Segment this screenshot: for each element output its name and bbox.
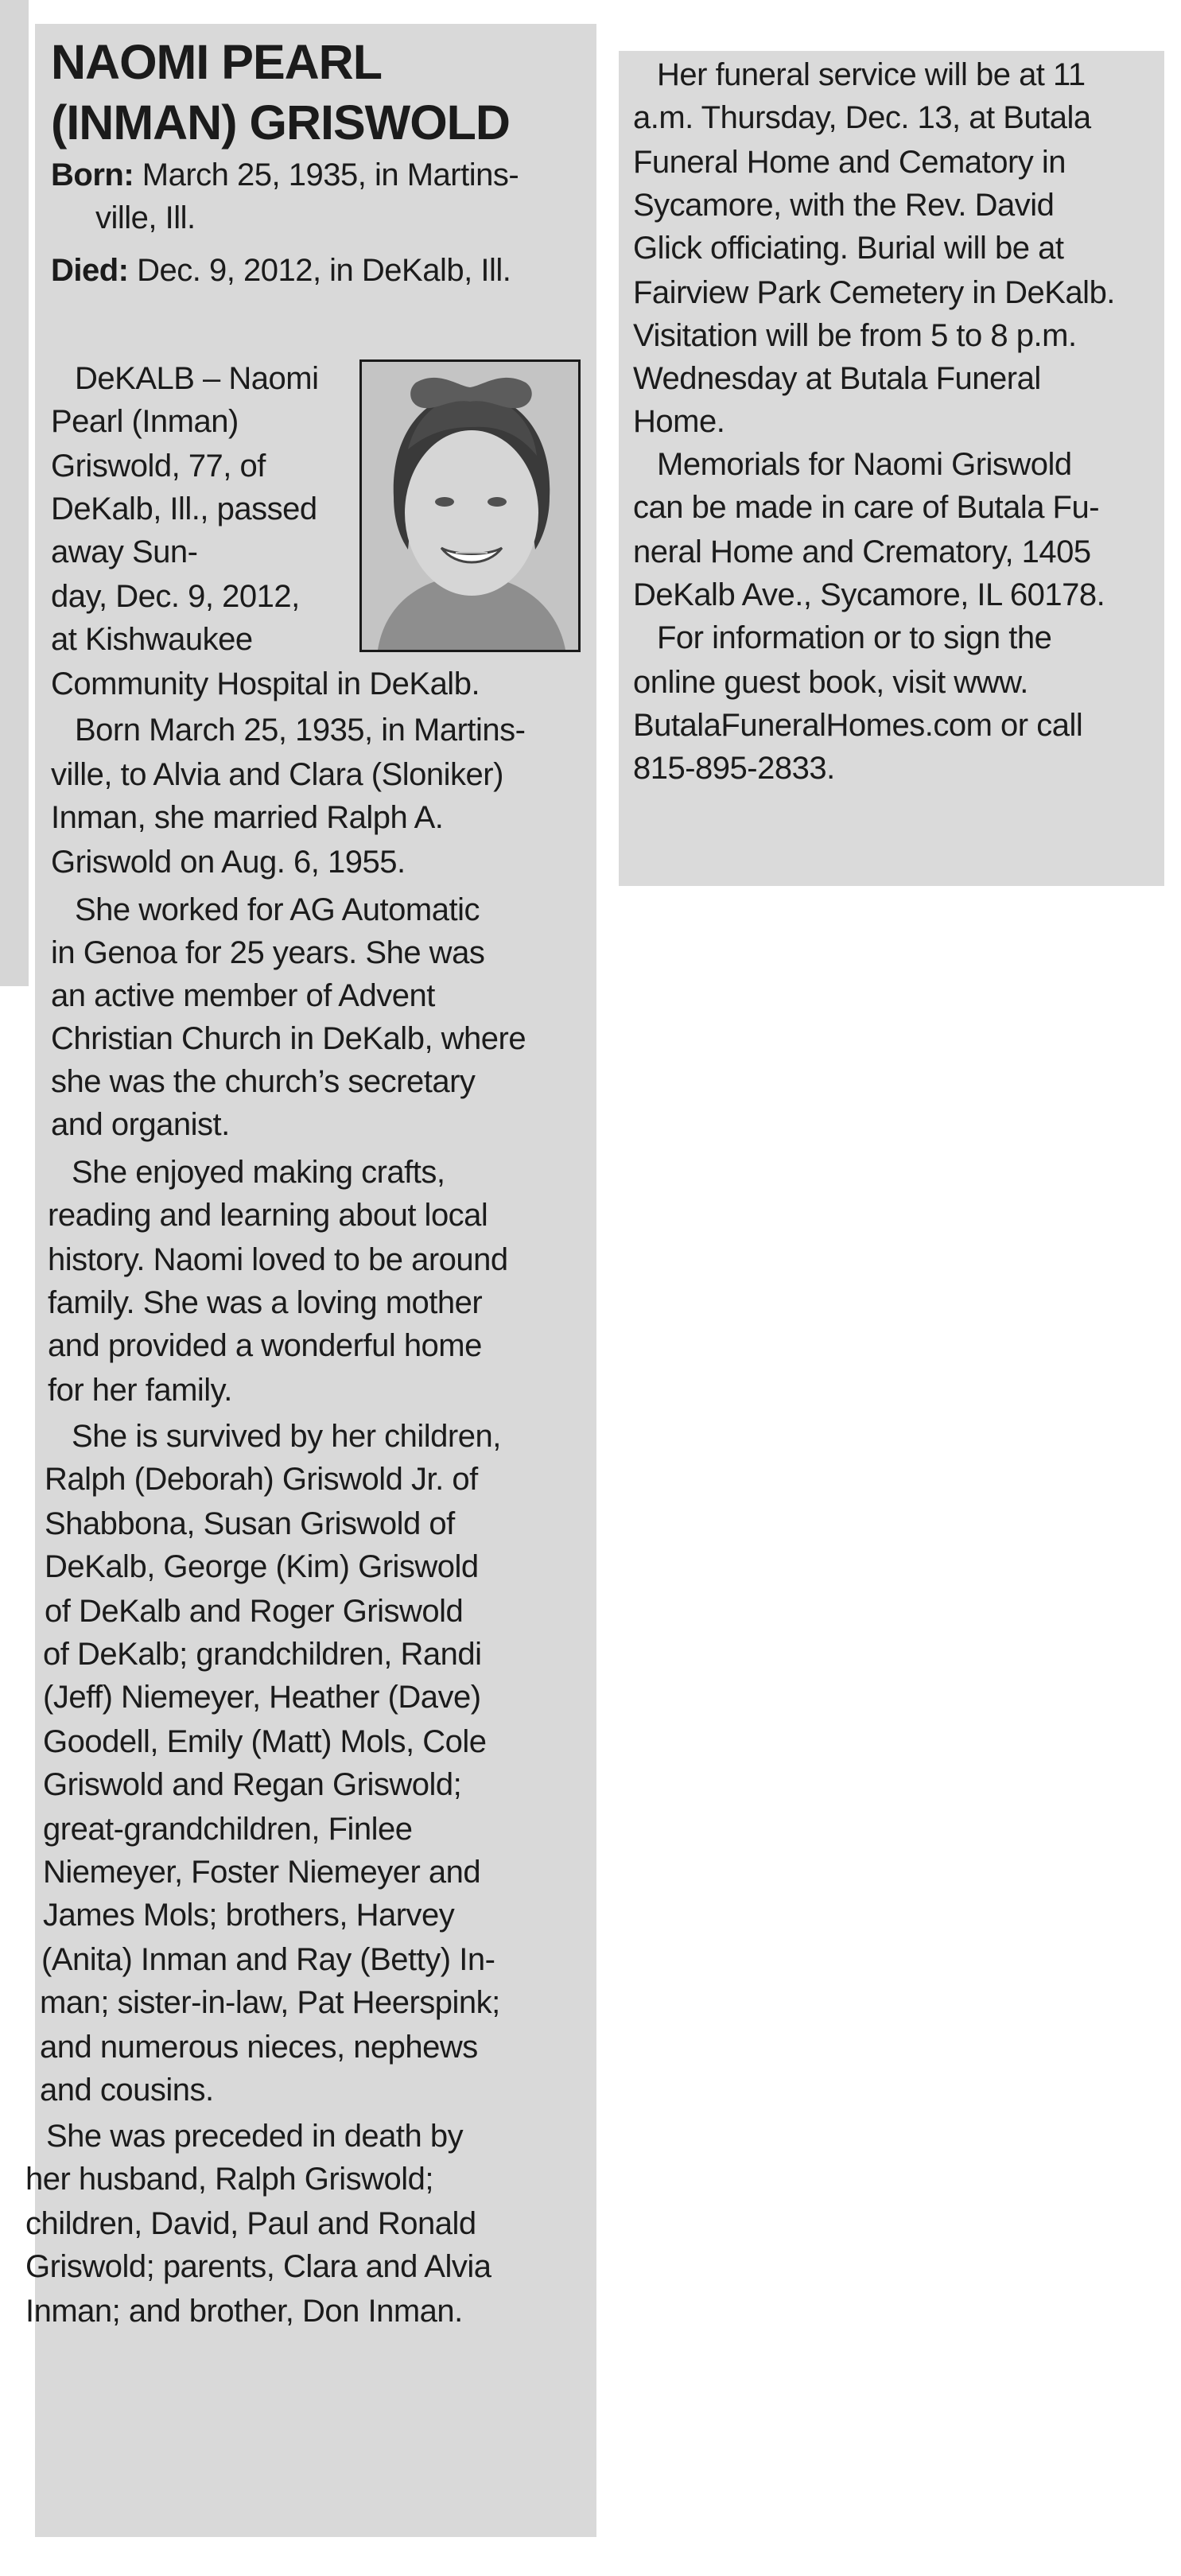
right-column-text-line: Visitation will be from 5 to 8 p.m. <box>633 318 1077 353</box>
left-column-text-line: history. Naomi loved to be around <box>48 1242 508 1277</box>
left-column-text-line: DeKalb, George (Kim) Griswold <box>45 1549 479 1584</box>
right-column-text-line: Funeral Home and Cematory in <box>633 145 1066 180</box>
left-column-text-line: Goodell, Emily (Matt) Mols, Cole <box>43 1724 487 1759</box>
left-column-text-line: children, David, Paul and Ronald <box>25 2206 476 2241</box>
left-column-text-line: She is survived by her children, <box>72 1419 501 1454</box>
left-column-text-line: Griswold and Regan Griswold; <box>43 1767 462 1802</box>
left-column-text-line: of DeKalb; grandchildren, Randi <box>43 1637 482 1672</box>
portrait-photo-icon <box>362 362 578 650</box>
right-column-text-line: For information or to sign the <box>657 620 1052 655</box>
right-column-text-line: 815-895-2833. <box>633 751 835 786</box>
right-column-text-line: Wednesday at Butala Funeral <box>633 361 1041 396</box>
left-column-text-line: Griswold, 77, of <box>51 449 266 484</box>
name-line-2: (INMAN) GRISWOLD <box>51 95 510 150</box>
left-column-text-line: for her family. <box>48 1373 232 1408</box>
scan-edge-strip <box>0 0 29 986</box>
left-column-text-line: reading and learning about local <box>48 1198 488 1233</box>
obituary-name-heading <box>51 32 592 153</box>
left-column-text-line: (Jeff) Niemeyer, Heather (Dave) <box>43 1680 481 1715</box>
right-column-text-line: Memorials for Naomi Griswold <box>657 447 1072 482</box>
left-column-text-line: Christian Church in DeKalb, where <box>51 1021 526 1056</box>
right-column-text-line: online guest book, visit www. <box>633 665 1028 700</box>
left-column-text-line: great-grandchildren, Finlee <box>43 1812 413 1847</box>
left-column-text-line: at Kishwaukee <box>51 622 253 657</box>
left-column-text-line: and cousins. <box>40 2073 214 2108</box>
left-column-text-line: of DeKalb and Roger Griswold <box>45 1594 464 1629</box>
right-column-text-line: a.m. Thursday, Dec. 13, at Butala <box>633 100 1091 135</box>
left-column-text-line: Inman, she married Ralph A. <box>51 800 444 835</box>
right-column-text-line: Fairview Park Cemetery in DeKalb. <box>633 275 1115 310</box>
left-column-text-line: She was preceded in death by <box>46 2119 464 2154</box>
left-column-text-line: She worked for AG Automatic <box>75 892 480 927</box>
left-column-text-line: her husband, Ralph Griswold; <box>25 2162 433 2197</box>
left-column-text-line: and numerous nieces, nephews <box>40 2030 478 2065</box>
right-column-text-line: Glick officiating. Burial will be at <box>633 231 1064 266</box>
left-column-text-line: family. She was a loving mother <box>48 1285 483 1320</box>
left-column-text-line: she was the church’s secretary <box>51 1064 476 1099</box>
right-column-text-line: neral Home and Crematory, 1405 <box>633 534 1091 569</box>
left-column-text-line: and provided a wonderful home <box>48 1328 482 1363</box>
right-column-text-line: DeKalb Ave., Sycamore, IL 60178. <box>633 577 1105 612</box>
left-column-text-line: away Sun- <box>51 534 198 569</box>
born-label: Born: <box>51 157 134 192</box>
left-column-text-line: She enjoyed making crafts, <box>72 1155 445 1190</box>
left-column-text-line: James Mols; brothers, Harvey <box>43 1898 455 1933</box>
left-column-text-line: Griswold on Aug. 6, 1955. <box>51 845 406 880</box>
left-column-text-line: ville, to Alvia and Clara (Sloniker) <box>51 757 503 792</box>
left-column-text-line: Community Hospital in DeKalb. <box>51 666 480 701</box>
left-column-text-line: in Genoa for 25 years. She was <box>51 935 485 970</box>
right-column-text-line: ButalaFuneralHomes.com or call <box>633 708 1083 743</box>
name-line-1: NAOMI PEARL <box>51 35 382 89</box>
right-column-text-line: Sycamore, with the Rev. David <box>633 188 1055 223</box>
left-column-text-line: and organist. <box>51 1107 230 1142</box>
left-column-text-line: day, Dec. 9, 2012, <box>51 579 300 614</box>
died-text: Dec. 9, 2012, in DeKalb, Ill. <box>137 253 511 288</box>
left-column-text-line: Shabbona, Susan Griswold of <box>45 1506 455 1541</box>
left-column-text-line: Born March 25, 1935, in Martins- <box>75 713 526 748</box>
died-line <box>51 247 511 294</box>
born-text: March 25, 1935, in Martins- <box>142 157 519 192</box>
left-column-text-line: an active member of Advent <box>51 978 435 1013</box>
left-column-text-line: DeKalb, Ill., passed <box>51 491 317 526</box>
left-column-text-line: DeKALB – Naomi <box>75 361 319 396</box>
left-column-text-line: Ralph (Deborah) Griswold Jr. of <box>45 1462 478 1497</box>
left-column-text-line: Pearl (Inman) <box>51 404 239 439</box>
died-label: Died: <box>51 253 129 288</box>
born-line-continued: ville, Ill. <box>95 200 196 235</box>
left-column-text-line: man; sister-in-law, Pat Heerspink; <box>40 1985 500 2020</box>
left-column-text-line: Niemeyer, Foster Niemeyer and <box>43 1855 481 1890</box>
left-column-text-line: (Anita) Inman and Ray (Betty) In- <box>41 1942 495 1977</box>
right-column-text-line: Home. <box>633 404 725 439</box>
left-column-text-line: Inman; and brother, Don Inman. <box>25 2294 463 2329</box>
right-column-text-line: can be made in care of Butala Fu- <box>633 490 1100 525</box>
born-line <box>51 151 519 199</box>
portrait-photo <box>359 359 581 652</box>
left-column-text-line: Griswold; parents, Clara and Alvia <box>25 2249 491 2284</box>
right-column-text-line: Her funeral service will be at 11 <box>657 57 1086 92</box>
